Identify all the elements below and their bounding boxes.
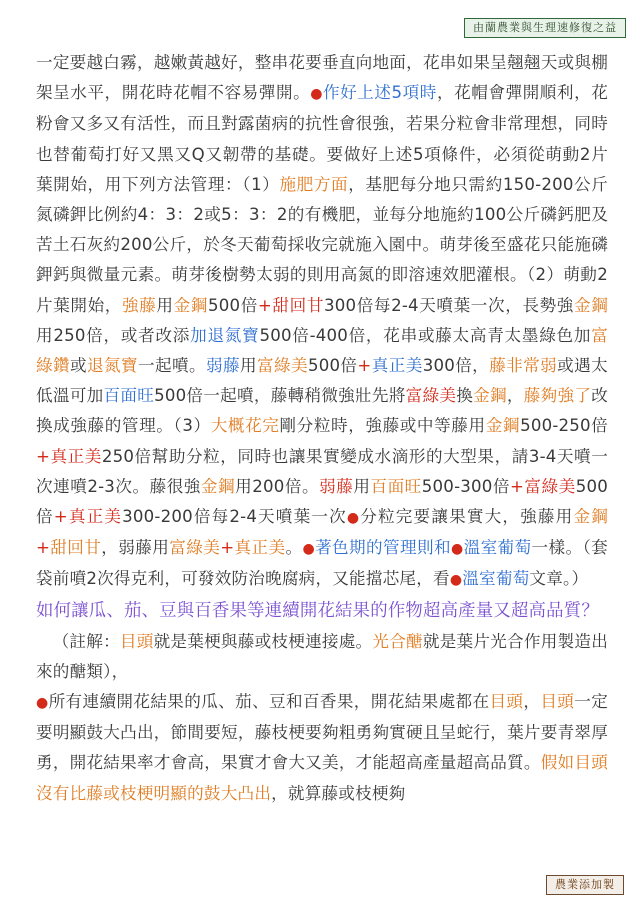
footer-stamp: 農業添加製: [546, 875, 624, 895]
document-body: [36, 48, 608, 809]
text-run: +: [53, 507, 68, 527]
text-run: ，花帽會彈開順利，花粉會又多又有活性，而且對露菌病的抗性會很強，若果分粒會非常理想，同時也替葡萄打好又黑又Q又韌帶的基礎。要做好上述5項條件，必須從萌動2片葉開始，用下列方法管理：（1）: [36, 83, 609, 194]
text-run: 強藤: [122, 295, 157, 315]
text-run: 500倍: [208, 295, 258, 315]
text-run: ●: [36, 695, 49, 712]
text-run: ●: [310, 86, 323, 103]
text-run: 加退氮寶: [190, 325, 260, 345]
text-run: 大概花完: [210, 416, 280, 436]
text-run: 藤夠強了: [523, 386, 592, 406]
text-run: 或: [70, 356, 87, 376]
text-run: ，: [506, 386, 524, 406]
text-run: 分粒完要讓果實大，強藤用: [360, 507, 574, 527]
text-run: 金鋼: [485, 416, 521, 436]
text-run: 金鋼: [573, 507, 608, 527]
text-run: 300-200倍每2-4天噴葉一次: [122, 507, 347, 527]
text-run: 金鋼: [473, 386, 507, 406]
text-run: 500-300倍: [421, 476, 510, 496]
text-run: 300倍每2-4天噴葉一次，長勢強: [324, 295, 575, 315]
text-run: 施肥方面: [279, 174, 349, 194]
text-run: 百面旺: [370, 476, 422, 496]
text-run: 500-250倍: [520, 416, 608, 436]
text-run: 金鋼: [200, 476, 236, 496]
text-run: 甜回甘: [272, 295, 325, 315]
section-heading: [36, 596, 608, 627]
text-run: 弱藤: [319, 476, 354, 496]
text-run: 弱藤: [205, 356, 240, 376]
text-run: ●: [449, 572, 463, 589]
text-run: 真正美: [371, 356, 423, 376]
text-run: 用: [239, 356, 257, 376]
text-run: +: [357, 356, 372, 376]
text-run: 藤非常弱: [489, 356, 558, 376]
text-run: 目頭: [489, 692, 524, 712]
text-run: 退氮寶: [87, 356, 138, 376]
text-run: 甜回甘: [50, 538, 102, 558]
text-run: 富綠美: [524, 476, 576, 496]
text-run: 作好上述5項時: [323, 83, 437, 103]
text-run: 。: [285, 538, 303, 558]
text-run: 500倍: [307, 356, 358, 376]
text-run: ●: [302, 541, 316, 558]
text-run: 一定要明顯鼓大凸出，節間要短，藤枝梗要夠粗勇夠實硬且呈蛇行，葉片要青翠厚勇，開花結果率才會高，果實才會大又美，才能超高產量超高品質。: [36, 692, 609, 773]
text-run: 就是葉片光合作用製造出來的醣類），: [36, 631, 608, 681]
text-run: +: [257, 295, 273, 315]
text-run: 剛分粒時，強藤或中等藤用: [279, 416, 486, 436]
text-run: 文章。）: [529, 569, 589, 589]
text-run: 著色期的管理則和: [315, 538, 451, 558]
text-run: ，基肥每分地只需約150-200公斤氮磷鉀比例約4：3：2或5：3：2的有機肥，並每分地施約100公斤磷鈣肥及苦土石灰約200公斤，於冬天葡萄採收完就施入園中。萌芽後至盛花只能施磷鉀鈣與微量元素。萌芽後樹勢太弱的則用高氮的即溶速效肥灌根。（2）萌動2片葉開始，: [36, 174, 608, 315]
text-run: 金鋼: [173, 295, 209, 315]
paragraph: [36, 627, 608, 687]
text-run: 250倍幫助分粒，同時也讓果實變成水滴形的大型果，請3-4天噴一次連噴2-3次。藤很強: [36, 446, 608, 496]
text-run: 真正美: [50, 446, 102, 466]
text-run: 百面旺: [103, 386, 155, 406]
text-run: 富綠鑽: [36, 325, 608, 376]
text-run: 500倍一起噴，藤轉稍微強壯先將: [154, 386, 406, 406]
text-run: （註解：: [52, 631, 120, 651]
text-run: +: [220, 538, 235, 558]
text-run: 所有連續開花結果的瓜、茄、豆和百香果，開花結果處都在: [48, 692, 490, 712]
text-run: ，就算藤或枝梗夠: [271, 783, 406, 803]
text-run: 目頭: [540, 692, 575, 712]
text-run: 一定要越白霧，越嫩黃越好，整串花要垂直向地面，花串如果呈翹翹天或與棚架呈水平，開花時花帽不容易彈開。: [36, 53, 608, 103]
text-run: ●: [450, 541, 464, 558]
text-run: 用: [156, 295, 174, 315]
paragraph: [36, 48, 608, 596]
text-run: 金鋼: [574, 295, 609, 315]
text-run: 用: [353, 476, 371, 496]
text-run: 500倍-400倍，花串或藤太高青太墨綠色加: [259, 325, 592, 345]
text-run: 用250倍，或者改添: [36, 325, 191, 345]
text-run: 用200倍。: [235, 476, 320, 496]
text-run: 如何讓瓜、茄、豆與百香果等連續開花結果的作物超高產量又超高品質？: [36, 600, 599, 621]
text-run: ，弱藤用: [101, 538, 170, 558]
text-run: 富綠美: [405, 386, 457, 406]
text-run: ●: [346, 510, 361, 527]
text-run: 一起噴。: [137, 356, 206, 376]
text-run: +: [509, 476, 525, 496]
text-run: 改換成強藤的管理。（3）: [36, 386, 608, 436]
text-run: 換: [456, 386, 474, 406]
text-run: ，: [523, 692, 541, 712]
text-run: 或遇太低溫可加: [36, 356, 608, 406]
text-run: +: [36, 538, 51, 558]
text-run: 富綠美: [169, 538, 221, 558]
paragraph: [36, 687, 608, 809]
text-run: 真正美: [234, 538, 286, 558]
text-run: 溫室葡萄: [463, 538, 532, 558]
text-run: 溫室葡萄: [462, 569, 530, 589]
text-run: 300倍，: [422, 356, 490, 376]
text-run: 就是葉梗與藤或枝梗連接處。: [153, 631, 373, 651]
text-run: +: [36, 446, 51, 466]
text-run: 一樣。（套袋前噴2次得克利，可發效防治晚腐病，又能擋芯尾，看: [36, 538, 608, 589]
text-run: 假如目頭沒有比藤或枝梗明顯的鼓大凸出: [36, 753, 609, 803]
text-run: 目頭: [119, 631, 154, 651]
text-run: 500倍: [36, 476, 609, 527]
text-run: 真正美: [67, 507, 123, 527]
header-stamp: 由蘭農業與生理速修復之益: [464, 18, 626, 38]
text-run: 富綠美: [256, 356, 308, 376]
text-run: 光合醣: [372, 631, 423, 651]
